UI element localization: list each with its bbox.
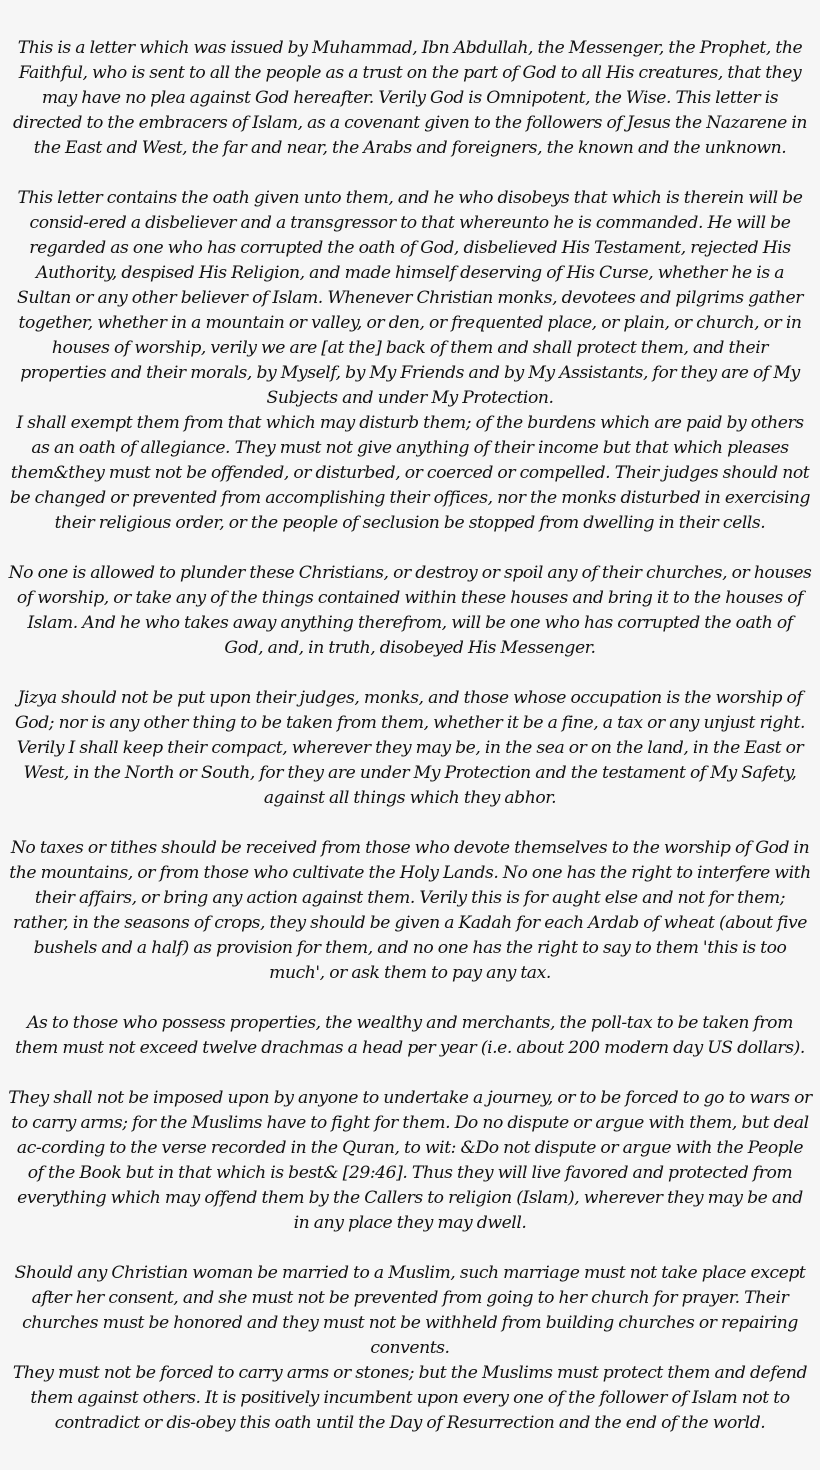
paragraph-marriage: Should any Christian woman be married to a Muslim, such marriage must not take place except after her consent, and she must not be prevented from going to her church for prayer. Their churches must be honored and they must not be withheld from building churches or repairing convents. — [14, 1263, 806, 1358]
paragraph-introduction: This is a letter which was issued by Muhammad, Ibn Abdullah, the Messenger, the Prophet, the Faithful, who is sent to all the people as a trust on the part of God to all His creatures, that they may have no plea against God hereafter. Verily God is Omnipotent, the Wise. This letter is directed to the embracers of Islam, as a covenant given to the followers of Jesus the Nazarene in the East and West, the far and near, the Arabs and foreigners, the known and the unknown. — [12, 38, 808, 158]
paragraph-jizya: Jizya should not be put upon their judges, monks, and those whose occupation is the worship of God; nor is any other thing to be taken from them, whether it be a fine, a tax or any unjust right. Verily I shall keep their compact, wherever they may be, in the sea or on the land, in the East or West, in the North or South, for they are under My Protection and the testament of My Safety, against all things which they abhor. — [15, 688, 805, 808]
paragraph-journey-arms: They shall not be imposed upon by anyone to undertake a journey, or to be forced to go to wars or to carry arms; for the Muslims have to fight for them. Do no dispute or argue with them, but deal ac-cording to the verse recorded in the Quran, to wit: &Do not dispute or argue with the People of the Book but in that which is best& [29:46]. Thus they will live favored and protected from everything which may offend them by the Callers to religion (Islam), wherever they may be and in any place they may dwell. — [8, 1088, 812, 1233]
paragraph-exemption: I shall exempt them from that which may disturb them; of the burdens which are paid by others as an oath of allegiance. They must not give anything of their income but that which pleases them&they must not be offended, or disturbed, or coerced or compelled. Their judges should not be changed or prevented from accomplishing their offices, nor the monks disturbed in exercising their religious order, or the people of seclusion be stopped from dwelling in their cells. — [9, 413, 811, 533]
paragraph-taxes-tithes: No taxes or tithes should be received from those who devote themselves to the worship of God in the mountains, or from those who cultivate the Holy Lands. No one has the right to interfere with their affairs, or bring any action against them. Verily this is for aught else and not for them; rather, in the seasons of crops, they should be given a Kadah for each Ardab of wheat (about five bushels and a half) as provision for them, and no one has the right to say to them 'this is too much', or ask them to pay any tax. — [9, 838, 811, 983]
paragraph-oath: This letter contains the oath given unto them, and he who disobeys that which is therein will be consid-ered a disbeliever and a transgressor to that whereunto he is commanded. He will be regarded as one who has corrupted the oath of God, disbelieved His Testament, rejected His Authority, despised His Religion, and made himself deserving of His Curse, whether he is a Sultan or any other believer of Islam. Whenever Christian monks, devotees and pilgrims gather together, whether in a mountain or valley, or den, or frequented place, or plain, or church, or in houses of worship, verily we are [at the] back of them and shall protect them, and their properties and their morals, by Myself, by My Friends and by My Assistants, for they are of My Subjects and under My Protection. — [17, 188, 803, 408]
paragraph-poll-tax: As to those who possess properties, the wealthy and merchants, the poll-tax to be taken from them must not exceed twelve drachmas a head per year (i.e. about 200 modern day US dollars). — [15, 1013, 805, 1058]
paragraph-protection: They must not be forced to carry arms or stones; but the Muslims must protect them and defend them against others. It is positively incumbent upon every one of the follower of Islam not to contradict or dis-obey this oath until the Day of Resurrection and the end of the world. — [12, 1363, 808, 1433]
paragraph-plunder: No one is allowed to plunder these Christians, or destroy or spoil any of their churches, or houses of worship, or take any of the things contained within these houses and bring it to the houses of Islam. And he who takes away anything therefrom, will be one who has corrupted the oath of God, and, in truth, disobeyed His Messenger. — [8, 563, 812, 658]
